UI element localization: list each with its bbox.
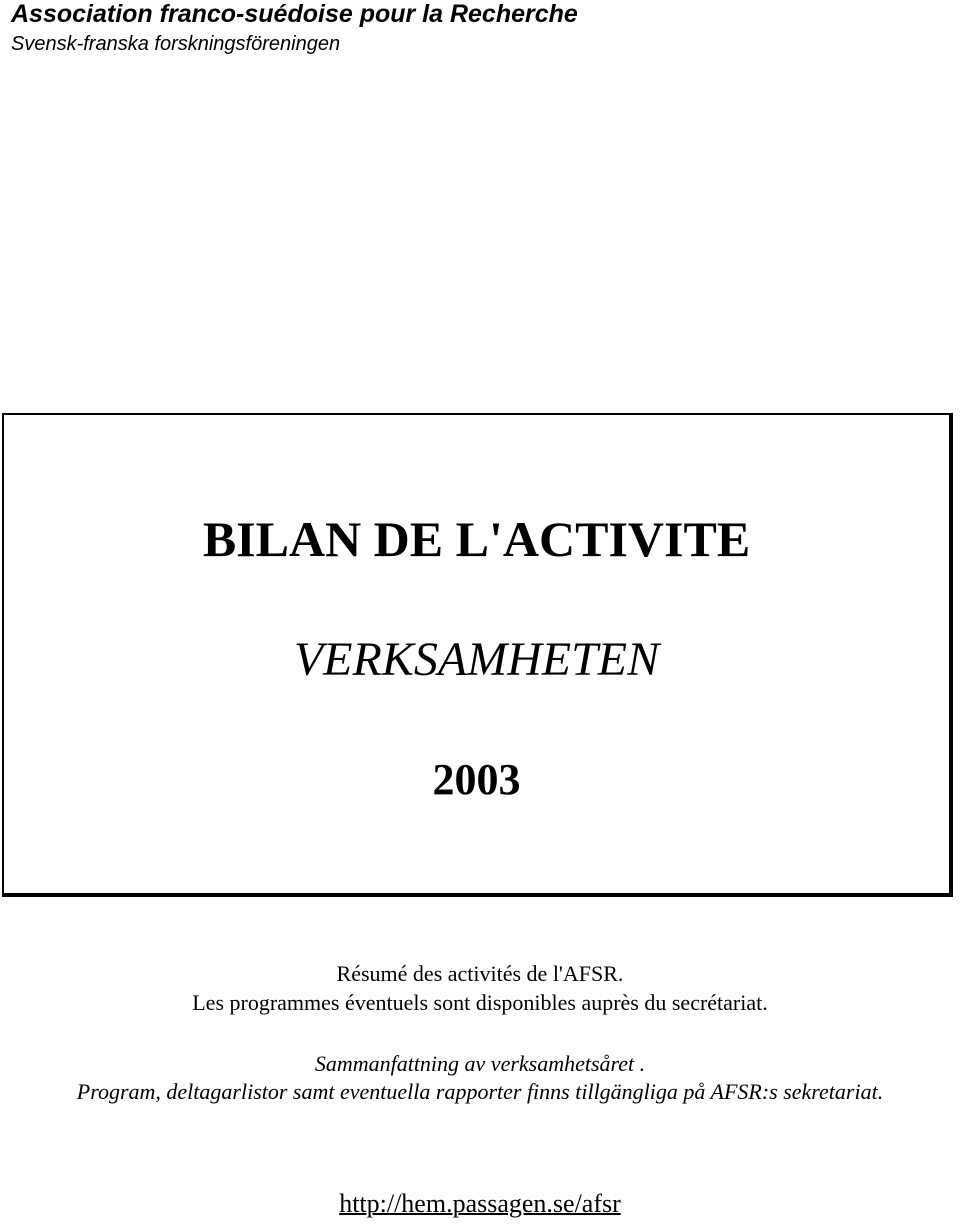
summary-swedish-line-1: Sammanfattning av verksamhetsåret .: [314, 1051, 646, 1076]
summary-french-line-1: Résumé des activités de l'AFSR.: [336, 961, 624, 986]
summary-french-line-2: Les programmes éventuels sont disponibles auprès du secrétariat.: [192, 990, 768, 1015]
summary-swedish-line-2: Program, deltagarlistor samt eventuella rapporter finns tillgängliga på AFSR:s sekretariat.: [76, 1079, 884, 1104]
document-header: [11, 0, 578, 56]
org-name-swedish: Svensk-franska forskningsföreningen: [11, 33, 341, 55]
website-link-container: [0, 1188, 960, 1220]
org-name-french: Association franco-suédoise pour la Recherche: [11, 0, 578, 28]
title-french: BILAN DE L'ACTIVITE: [202, 511, 751, 567]
title-box: [2, 413, 953, 897]
website-link[interactable]: http://hem.passagen.se/afsr: [339, 1189, 621, 1218]
title-swedish: VERKSAMHETEN: [293, 633, 660, 686]
report-year: 2003: [432, 755, 521, 804]
